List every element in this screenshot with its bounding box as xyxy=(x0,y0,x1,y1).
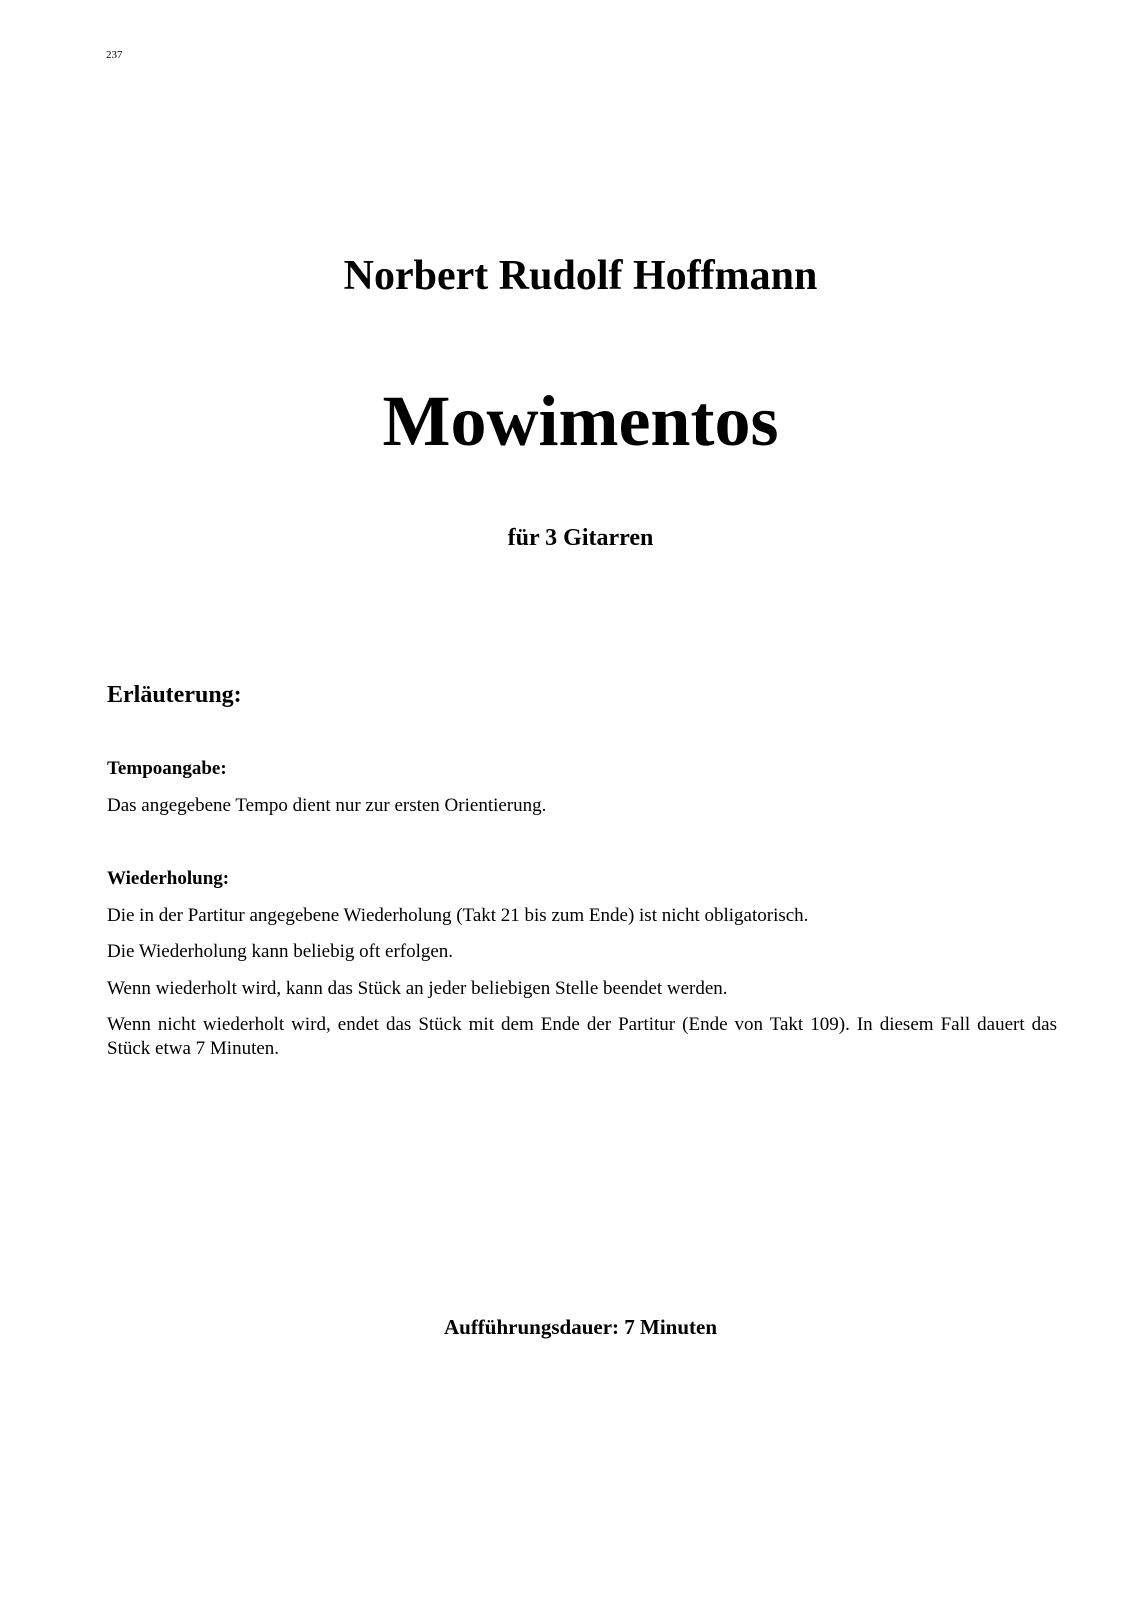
paragraph: Die Wiederholung kann beliebig oft erfolgen. xyxy=(107,941,454,962)
performance-duration: Aufführungsdauer: 7 Minuten xyxy=(443,1315,718,1339)
paragraph: Wenn wiederholt wird, kann das Stück an jeder beliebigen Stelle beendet werden. xyxy=(107,978,728,999)
author-name: Norbert Rudolf Hoffmann xyxy=(343,253,818,299)
paragraph: Die in der Partitur angegebene Wiederholung (Takt 21 bis zum Ende) ist nicht obligatorisch. xyxy=(107,905,809,926)
section-title-tempo: Tempoangabe: xyxy=(107,758,227,779)
section-title-repeat: Wiederholung: xyxy=(107,868,230,889)
paragraph: Das angegebene Tempo dient nur zur ersten Orientierung. xyxy=(107,795,547,816)
explanation-heading: Erläuterung: xyxy=(107,682,242,708)
work-title: Mowimentos xyxy=(382,381,779,461)
paragraph: Wenn nicht wiederholt wird, endet das Stück mit dem Ende der Partitur (Ende von Takt 109). In diesem Fall dauert das Stück etwa 7 Minuten. xyxy=(107,1014,1057,1059)
instrumentation-subtitle: für 3 Gitarren xyxy=(507,525,654,551)
page-number: 237 xyxy=(106,49,123,61)
